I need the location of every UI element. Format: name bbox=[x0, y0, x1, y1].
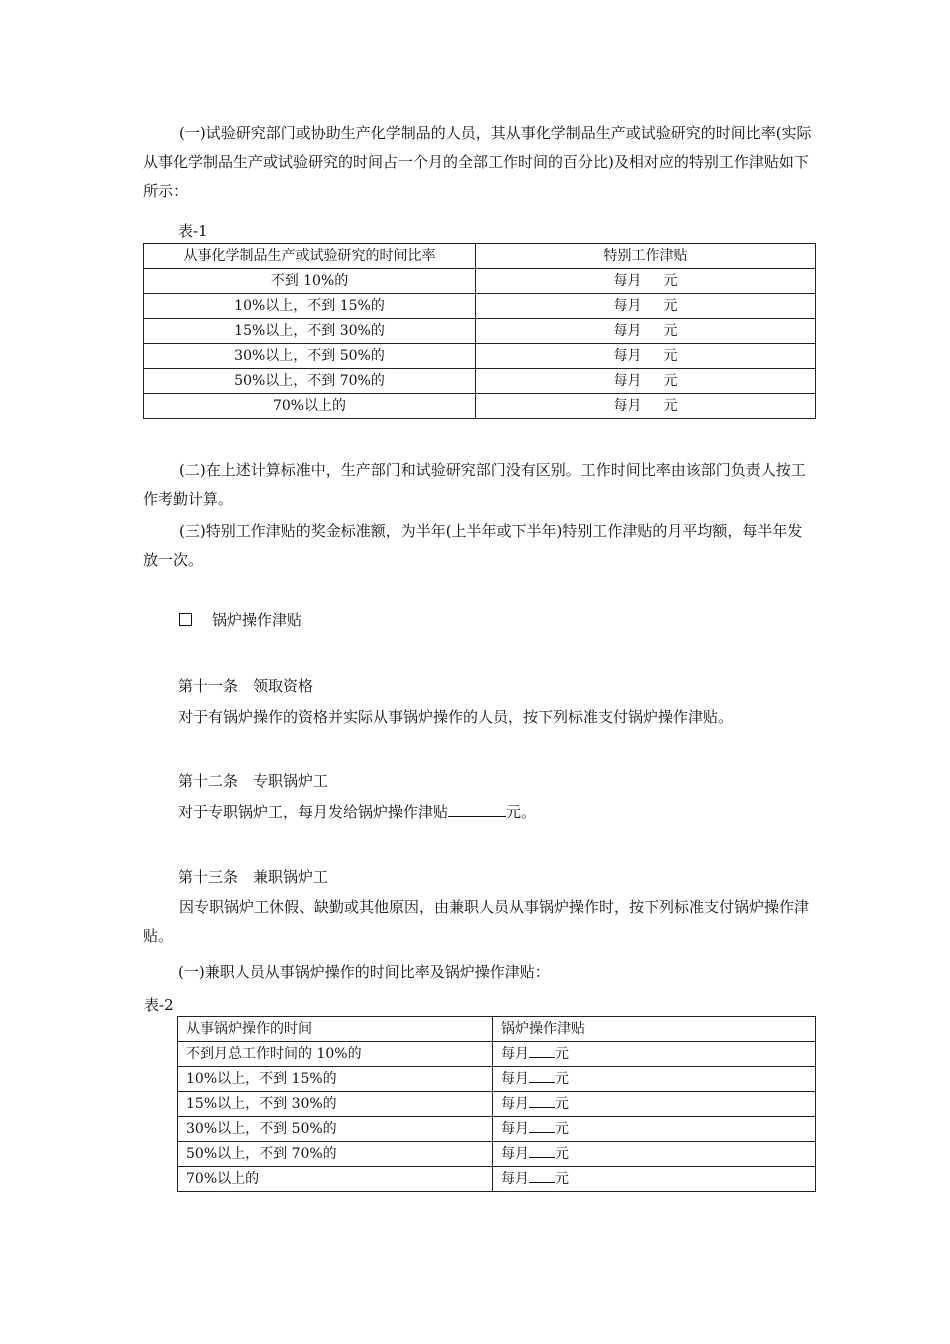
table-cell-allowance bbox=[476, 394, 816, 419]
table-cell-allowance bbox=[476, 319, 816, 344]
per-month-label: 每月 bbox=[501, 1096, 529, 1112]
table-row bbox=[144, 294, 816, 319]
yuan-label: 元 bbox=[663, 323, 678, 339]
article-13-text: 因专职锅炉工休假、缺勤或其他原因，由兼职人员从事锅炉操作时，按下列标准支付锅炉操作津贴。 bbox=[143, 898, 810, 945]
table-cell-ratio: 30%以上，不到 50%的 bbox=[144, 344, 476, 369]
article-12-text-before: 对于专职锅炉工，每月发给锅炉操作津贴 bbox=[178, 803, 449, 821]
table-cell-allowance bbox=[476, 344, 816, 369]
amount-blank bbox=[448, 816, 506, 817]
table-header-cell: 锅炉操作津贴 bbox=[493, 1017, 816, 1042]
yuan-label: 元 bbox=[555, 1071, 569, 1087]
paragraph-part-time-ratio: (一)兼职人员从事锅炉操作的时间比率及锅炉操作津贴： bbox=[178, 963, 550, 981]
table-cell-ratio: 15%以上，不到 30%的 bbox=[178, 1092, 493, 1117]
per-month-label: 每月 bbox=[613, 348, 642, 364]
table-row bbox=[144, 369, 816, 394]
per-month-label: 每月 bbox=[501, 1071, 529, 1087]
yuan-label: 元 bbox=[663, 373, 678, 389]
table-header-row bbox=[144, 244, 816, 269]
table-header-cell: 从事化学制品生产或试验研究的时间比率 bbox=[144, 244, 476, 269]
table-cell-ratio: 30%以上，不到 50%的 bbox=[178, 1117, 493, 1142]
table-row bbox=[178, 1167, 816, 1192]
table-cell-ratio: 50%以上，不到 70%的 bbox=[144, 369, 476, 394]
amount-blank bbox=[529, 1082, 555, 1083]
table-row bbox=[144, 319, 816, 344]
paragraph-no-distinction: (二)在上述计算标准中，生产部门和试验研究部门没有区别。工作时间比率由该部门负责人按工作考勤计算。 bbox=[143, 461, 806, 508]
table-row bbox=[178, 1142, 816, 1167]
table-row bbox=[144, 344, 816, 369]
per-month-label: 每月 bbox=[501, 1046, 529, 1062]
table-cell-ratio: 10%以上，不到 15%的 bbox=[178, 1067, 493, 1092]
table-cell-allowance bbox=[493, 1092, 816, 1117]
table-header-row bbox=[178, 1017, 816, 1042]
table-cell-allowance bbox=[493, 1067, 816, 1092]
table-cell-allowance bbox=[493, 1117, 816, 1142]
table-row bbox=[144, 269, 816, 294]
yuan-label: 元 bbox=[663, 348, 678, 364]
table-cell-allowance bbox=[476, 294, 816, 319]
table-special-allowance bbox=[143, 243, 816, 419]
table-cell-ratio: 不到月总工作时间的 10%的 bbox=[178, 1042, 493, 1067]
amount-blank bbox=[529, 1107, 555, 1108]
table-boiler-allowance bbox=[177, 1016, 816, 1192]
amount-blank bbox=[529, 1182, 555, 1183]
article-12-text bbox=[178, 802, 536, 822]
table-cell-ratio: 70%以上的 bbox=[178, 1167, 493, 1192]
yuan-label: 元 bbox=[663, 273, 678, 289]
table-cell-ratio: 50%以上，不到 70%的 bbox=[178, 1142, 493, 1167]
yuan-label: 元 bbox=[555, 1171, 569, 1187]
paragraph-bonus-standard: (三)特别工作津贴的奖金标准额，为半年(上半年或下半年)特别工作津贴的月平均额，每半年发放一次。 bbox=[143, 522, 803, 569]
table1-caption: 表-1 bbox=[178, 222, 208, 240]
table-row bbox=[178, 1067, 816, 1092]
checkbox-square-icon bbox=[179, 613, 192, 626]
per-month-label: 每月 bbox=[613, 398, 642, 414]
paragraph-time-ratio-intro: (一)试验研究部门或协助生产化学制品的人员，其从事化学制品生产或试验研究的时间比率(实际从事化学制品生产或试验研究的时间占一个月的全部工作时间的百分比)及相对应的特别工作津贴如下所示： bbox=[143, 124, 812, 200]
section-title: 锅炉操作津贴 bbox=[212, 611, 303, 629]
per-month-label: 每月 bbox=[613, 273, 642, 289]
yuan-label: 元 bbox=[555, 1146, 569, 1162]
article-11-text: 对于有锅炉操作的资格并实际从事锅炉操作的人员，按下列标准支付锅炉操作津贴。 bbox=[178, 708, 734, 726]
yuan-label: 元 bbox=[555, 1046, 569, 1062]
yuan-label: 元 bbox=[555, 1121, 569, 1137]
table-header-cell: 特别工作津贴 bbox=[476, 244, 816, 269]
table-row bbox=[178, 1117, 816, 1142]
table-row bbox=[178, 1042, 816, 1067]
yuan-label: 元 bbox=[663, 298, 678, 314]
article-11-title: 第十一条 领取资格 bbox=[178, 677, 314, 695]
amount-blank bbox=[529, 1132, 555, 1133]
per-month-label: 每月 bbox=[613, 298, 642, 314]
table-header-cell: 从事锅炉操作的时间 bbox=[178, 1017, 493, 1042]
table-row bbox=[178, 1092, 816, 1117]
per-month-label: 每月 bbox=[613, 323, 642, 339]
table-cell-ratio: 15%以上，不到 30%的 bbox=[144, 319, 476, 344]
table2-caption: 表-2 bbox=[144, 996, 174, 1014]
table-cell-allowance bbox=[476, 369, 816, 394]
table-cell-allowance bbox=[493, 1167, 816, 1192]
table-cell-allowance bbox=[493, 1042, 816, 1067]
yuan-label: 元 bbox=[555, 1096, 569, 1112]
table-cell-allowance bbox=[493, 1142, 816, 1167]
amount-blank bbox=[529, 1157, 555, 1158]
per-month-label: 每月 bbox=[613, 373, 642, 389]
yuan-label: 元 bbox=[663, 398, 678, 414]
table-cell-ratio: 70%以上的 bbox=[144, 394, 476, 419]
table-cell-ratio: 不到 10%的 bbox=[144, 269, 476, 294]
table-row bbox=[144, 394, 816, 419]
per-month-label: 每月 bbox=[501, 1146, 529, 1162]
amount-blank bbox=[529, 1057, 555, 1058]
per-month-label: 每月 bbox=[501, 1171, 529, 1187]
article-12-text-after: 元。 bbox=[506, 803, 537, 821]
section-heading bbox=[179, 610, 302, 630]
article-12-title: 第十二条 专职锅炉工 bbox=[178, 772, 329, 790]
table-cell-allowance bbox=[476, 269, 816, 294]
table-cell-ratio: 10%以上，不到 15%的 bbox=[144, 294, 476, 319]
article-13-title: 第十三条 兼职锅炉工 bbox=[178, 868, 329, 886]
per-month-label: 每月 bbox=[501, 1121, 529, 1137]
